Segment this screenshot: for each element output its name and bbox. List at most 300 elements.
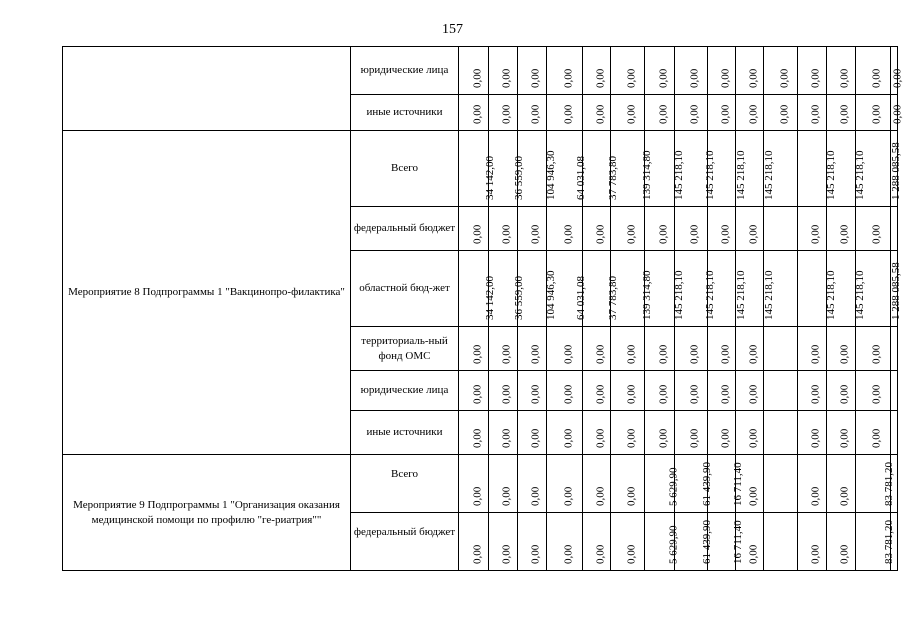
value-text: 0,00 (688, 428, 701, 448)
value-text: 0,00 (529, 344, 542, 364)
page-number: 157 (442, 22, 463, 37)
value-text: 16 711,40 (731, 520, 744, 564)
value-cell (827, 207, 856, 251)
value-text: 0,00 (471, 486, 484, 506)
value-cell (675, 47, 708, 95)
value-cell (459, 207, 489, 251)
value-text: 0,00 (838, 428, 851, 448)
value-cell (736, 455, 764, 513)
value-text: 0,00 (747, 428, 760, 448)
value-cell (798, 131, 837, 207)
value-cell (764, 207, 798, 251)
value-cell (547, 47, 583, 95)
value-text: 0,00 (529, 104, 542, 124)
value-cell (856, 327, 891, 371)
value-cell (583, 131, 619, 207)
value-text: 0,00 (529, 428, 542, 448)
value-cell (611, 131, 653, 207)
value-text: 0,00 (471, 428, 484, 448)
value-cell (891, 371, 898, 411)
value-cell (736, 411, 764, 455)
value-cell (856, 411, 891, 455)
value-text: 0,00 (500, 486, 513, 506)
value-cell (798, 513, 827, 571)
value-cell (489, 207, 518, 251)
value-text: 0,00 (529, 224, 542, 244)
value-text: 0,00 (838, 344, 851, 364)
value-text: 0,00 (688, 384, 701, 404)
value-cell (518, 47, 547, 95)
value-text: 145 218,10 (672, 270, 685, 320)
value-cell (708, 411, 736, 455)
value-cell (459, 95, 489, 131)
value-text: 0,00 (562, 68, 575, 88)
value-text: 145 218,10 (734, 270, 747, 320)
value-cell (798, 251, 837, 327)
value-cell (489, 411, 518, 455)
value-cell (764, 513, 798, 571)
value-text: 0,00 (747, 68, 760, 88)
value-cell (518, 411, 547, 455)
value-text: 83 781,20 (883, 520, 895, 564)
table-row (63, 455, 898, 513)
value-text: 0,00 (688, 104, 701, 124)
value-cell (856, 513, 895, 571)
value-text: 5 629,90 (666, 525, 679, 564)
value-text: 1 288 085,58 (889, 262, 902, 320)
value-text: 34 142,00 (483, 156, 496, 200)
value-text: 0,00 (562, 384, 575, 404)
value-cell (891, 207, 898, 251)
value-cell (518, 95, 547, 131)
value-text: 0,00 (719, 104, 732, 124)
value-text: 0,00 (688, 344, 701, 364)
value-cell (672, 131, 716, 207)
value-cell (547, 207, 583, 251)
value-text: 5 629,90 (666, 467, 679, 506)
value-cell (856, 371, 891, 411)
value-cell (547, 95, 583, 131)
value-text: 0,00 (870, 104, 883, 124)
value-text: 0,00 (529, 486, 542, 506)
value-text: 0,00 (594, 486, 607, 506)
value-text: 36 559,00 (513, 156, 525, 200)
value-cell (827, 47, 856, 95)
value-text: 0,00 (562, 486, 575, 506)
value-text: 0,00 (562, 344, 575, 364)
value-text: 0,00 (809, 486, 822, 506)
value-cell (764, 251, 798, 327)
value-cell (459, 251, 496, 327)
value-text: 83 781,20 (883, 462, 895, 506)
value-text: 0,00 (838, 224, 851, 244)
value-text: 64 031,08 (574, 276, 587, 320)
value-cell (675, 455, 713, 513)
value-text: 0,00 (657, 344, 670, 364)
value-text: 0,00 (594, 544, 607, 564)
value-cell (675, 371, 708, 411)
value-cell (798, 207, 827, 251)
value-text: 0,00 (500, 428, 513, 448)
value-cell (853, 251, 902, 327)
funding-source-cell: иные источники (351, 95, 459, 131)
value-cell (583, 513, 611, 571)
value-text: 0,00 (747, 344, 760, 364)
value-cell (827, 95, 856, 131)
value-cell (583, 47, 611, 95)
value-text: 145 218,10 (824, 150, 837, 200)
value-text: 0,00 (778, 104, 791, 124)
value-cell (891, 95, 904, 131)
funding-source-cell: федеральный бюджет (351, 513, 459, 571)
value-text: 0,00 (500, 104, 513, 124)
value-text: 0,00 (809, 384, 822, 404)
value-cell (764, 47, 798, 95)
value-text: 0,00 (719, 224, 732, 244)
value-text: 145 218,10 (762, 270, 775, 320)
value-cell (547, 455, 583, 513)
value-cell (459, 327, 489, 371)
value-text: 0,00 (838, 384, 851, 404)
value-text: 0,00 (625, 104, 638, 124)
value-cell (645, 513, 679, 571)
value-cell (736, 251, 775, 327)
value-cell (518, 251, 557, 327)
value-cell (611, 47, 645, 95)
value-text: 0,00 (471, 544, 484, 564)
value-text: 0,00 (562, 428, 575, 448)
value-text: 0,00 (594, 68, 607, 88)
value-text: 0,00 (719, 428, 732, 448)
value-text: 0,00 (809, 224, 822, 244)
value-cell (764, 131, 798, 207)
value-cell (645, 95, 675, 131)
value-cell (518, 513, 547, 571)
value-text: 0,00 (891, 104, 904, 124)
value-text: 0,00 (778, 68, 791, 88)
value-text: 0,00 (657, 428, 670, 448)
value-cell (891, 251, 898, 327)
value-cell (824, 131, 866, 207)
value-cell (736, 327, 764, 371)
value-cell (547, 327, 583, 371)
value-text: 16 711,40 (731, 462, 744, 506)
value-cell (708, 513, 744, 571)
value-text: 104 946,30 (544, 270, 557, 320)
value-text: 0,00 (719, 68, 732, 88)
value-cell (764, 327, 798, 371)
value-text: 145 218,10 (853, 150, 866, 200)
value-cell (583, 455, 611, 513)
value-cell (764, 411, 798, 455)
value-cell (708, 95, 736, 131)
value-cell (708, 327, 736, 371)
funding-source-cell: юридические лица (351, 371, 459, 411)
value-cell (489, 131, 525, 207)
value-text: 0,00 (471, 344, 484, 364)
value-cell (798, 95, 827, 131)
value-text: 36 559,00 (513, 276, 525, 320)
value-text: 0,00 (719, 344, 732, 364)
value-text: 61 439,90 (701, 462, 713, 506)
value-cell (645, 251, 685, 327)
value-text: 0,00 (500, 224, 513, 244)
value-cell (489, 251, 525, 327)
funding-source-cell: федеральный бюджет (351, 207, 459, 251)
funding-source-cell: территориаль-ный фонд ОМС (351, 327, 459, 371)
value-cell (547, 513, 583, 571)
value-cell (764, 455, 798, 513)
value-cell (518, 327, 547, 371)
value-text: 34 142,00 (483, 276, 496, 320)
value-cell (518, 455, 547, 513)
value-cell (736, 207, 764, 251)
value-text: 139 314,80 (640, 270, 653, 320)
funding-source-cell: иные источники (351, 411, 459, 455)
value-cell (489, 455, 518, 513)
value-cell (645, 327, 675, 371)
value-cell (611, 95, 645, 131)
value-cell (611, 251, 653, 327)
value-cell (891, 513, 898, 571)
value-text: 0,00 (657, 104, 670, 124)
value-cell (856, 95, 891, 131)
value-cell (675, 411, 708, 455)
value-text: 0,00 (657, 384, 670, 404)
value-text: 0,00 (809, 344, 822, 364)
value-cell (764, 95, 798, 131)
value-cell (459, 411, 489, 455)
value-cell (856, 455, 895, 513)
value-cell (645, 371, 675, 411)
value-text: 0,00 (471, 68, 484, 88)
value-cell (583, 207, 611, 251)
value-text: 0,00 (838, 104, 851, 124)
value-cell (611, 455, 645, 513)
value-cell (708, 371, 736, 411)
value-text: 61 439,90 (701, 520, 713, 564)
value-cell (891, 327, 898, 371)
value-text: 145 218,10 (824, 270, 837, 320)
value-text: 0,00 (809, 428, 822, 448)
value-cell (798, 327, 827, 371)
value-cell (459, 455, 489, 513)
funding-table (62, 46, 904, 571)
value-cell (583, 411, 611, 455)
value-text: 64 031,08 (574, 156, 587, 200)
value-text: 0,00 (747, 384, 760, 404)
value-cell (736, 131, 775, 207)
value-cell (645, 131, 685, 207)
value-text: 0,00 (625, 344, 638, 364)
value-text: 37 783,80 (606, 276, 619, 320)
value-cell (736, 47, 764, 95)
value-cell (764, 371, 798, 411)
value-text: 0,00 (719, 384, 732, 404)
value-text: 0,00 (500, 344, 513, 364)
value-text: 0,00 (838, 486, 851, 506)
value-text: 37 783,80 (606, 156, 619, 200)
value-text: 0,00 (809, 104, 822, 124)
value-cell (827, 327, 856, 371)
event-name-cell: Мероприятие 8 Подпрограммы 1 "Вакцинопро-филактика" (63, 131, 351, 455)
value-text: 0,00 (562, 104, 575, 124)
value-text: 145 218,10 (853, 270, 866, 320)
value-text: 0,00 (625, 428, 638, 448)
value-cell (798, 411, 827, 455)
value-text: 0,00 (594, 384, 607, 404)
value-text: 0,00 (657, 68, 670, 88)
value-text: 0,00 (625, 486, 638, 506)
table-row (63, 47, 898, 95)
value-cell (611, 411, 645, 455)
value-cell (827, 371, 856, 411)
value-cell (736, 513, 764, 571)
value-text: 0,00 (529, 68, 542, 88)
value-text: 0,00 (870, 428, 883, 448)
value-cell (675, 207, 708, 251)
event-name-cell (63, 47, 351, 131)
value-text: 145 218,10 (672, 150, 685, 200)
value-cell (891, 131, 898, 207)
value-cell (611, 207, 645, 251)
value-cell (547, 371, 583, 411)
value-cell (853, 131, 902, 207)
value-text: 139 314,80 (640, 150, 653, 200)
value-text: 0,00 (688, 224, 701, 244)
value-cell (489, 513, 518, 571)
value-text: 145 218,10 (734, 150, 747, 200)
value-text: 0,00 (747, 486, 760, 506)
value-cell (675, 95, 708, 131)
value-text: 0,00 (500, 384, 513, 404)
value-cell (891, 455, 898, 513)
value-text: 0,00 (838, 68, 851, 88)
value-cell (583, 327, 611, 371)
value-cell (489, 371, 518, 411)
value-cell (798, 371, 827, 411)
value-cell (459, 47, 489, 95)
value-text: 0,00 (891, 68, 904, 88)
value-text: 0,00 (870, 68, 883, 88)
value-cell (824, 251, 866, 327)
value-text: 145 218,10 (703, 270, 716, 320)
value-cell (856, 207, 891, 251)
value-cell (489, 95, 518, 131)
value-cell (518, 207, 547, 251)
value-cell (611, 327, 645, 371)
value-cell (827, 455, 856, 513)
value-text: 0,00 (562, 544, 575, 564)
value-cell (611, 371, 645, 411)
value-text: 145 218,10 (703, 150, 716, 200)
value-cell (544, 251, 587, 327)
value-cell (645, 455, 679, 513)
value-text: 0,00 (594, 104, 607, 124)
value-text: 0,00 (562, 224, 575, 244)
table-row (63, 131, 898, 207)
value-cell (459, 131, 496, 207)
value-text: 1 288 085,58 (889, 142, 902, 200)
value-cell (518, 131, 557, 207)
value-text: 0,00 (657, 224, 670, 244)
value-text: 0,00 (747, 104, 760, 124)
value-cell (798, 455, 827, 513)
value-cell (489, 327, 518, 371)
value-cell (736, 95, 764, 131)
value-text: 145 218,10 (762, 150, 775, 200)
value-cell (675, 513, 713, 571)
value-cell (891, 47, 904, 95)
value-text: 0,00 (688, 68, 701, 88)
value-text: 0,00 (870, 344, 883, 364)
value-text: 0,00 (747, 544, 760, 564)
value-text: 0,00 (625, 544, 638, 564)
value-cell (672, 251, 716, 327)
value-text: 0,00 (529, 384, 542, 404)
value-cell (736, 371, 764, 411)
event-name-cell: Мероприятие 9 Подпрограммы 1 "Организация оказания медицинской помощи по профилю "ге-риатрия"" (63, 455, 351, 571)
value-text: 0,00 (747, 224, 760, 244)
value-cell (583, 251, 619, 327)
funding-source-cell: Всего (351, 455, 459, 513)
value-text: 0,00 (625, 68, 638, 88)
value-cell (611, 513, 645, 571)
value-text: 0,00 (500, 68, 513, 88)
value-text: 0,00 (625, 224, 638, 244)
value-cell (459, 513, 489, 571)
value-text: 0,00 (529, 544, 542, 564)
value-text: 0,00 (471, 224, 484, 244)
value-text: 0,00 (500, 544, 513, 564)
funding-source-cell: юридические лица (351, 47, 459, 95)
value-cell (583, 371, 611, 411)
value-cell (827, 513, 856, 571)
value-cell (645, 47, 675, 95)
funding-source-cell: областной бюд-жет (351, 251, 459, 327)
value-cell (645, 207, 675, 251)
funding-source-cell: Всего (351, 131, 459, 207)
value-text: 0,00 (625, 384, 638, 404)
value-text: 0,00 (471, 104, 484, 124)
value-text: 0,00 (471, 384, 484, 404)
value-cell (891, 411, 898, 455)
value-text: 0,00 (870, 224, 883, 244)
value-text: 0,00 (809, 544, 822, 564)
value-cell (708, 207, 736, 251)
value-cell (645, 411, 675, 455)
value-text: 0,00 (594, 224, 607, 244)
value-cell (798, 47, 827, 95)
value-text: 0,00 (838, 544, 851, 564)
value-cell (518, 371, 547, 411)
value-cell (708, 251, 747, 327)
value-text: 0,00 (594, 344, 607, 364)
value-cell (675, 327, 708, 371)
value-text: 104 946,30 (544, 150, 557, 200)
value-text: 0,00 (594, 428, 607, 448)
value-cell (708, 131, 747, 207)
value-cell (489, 47, 518, 95)
value-cell (708, 455, 744, 513)
value-cell (856, 47, 891, 95)
value-cell (708, 47, 736, 95)
value-cell (827, 411, 856, 455)
value-text: 0,00 (809, 68, 822, 88)
value-cell (547, 411, 583, 455)
value-cell (544, 131, 587, 207)
value-cell (583, 95, 611, 131)
